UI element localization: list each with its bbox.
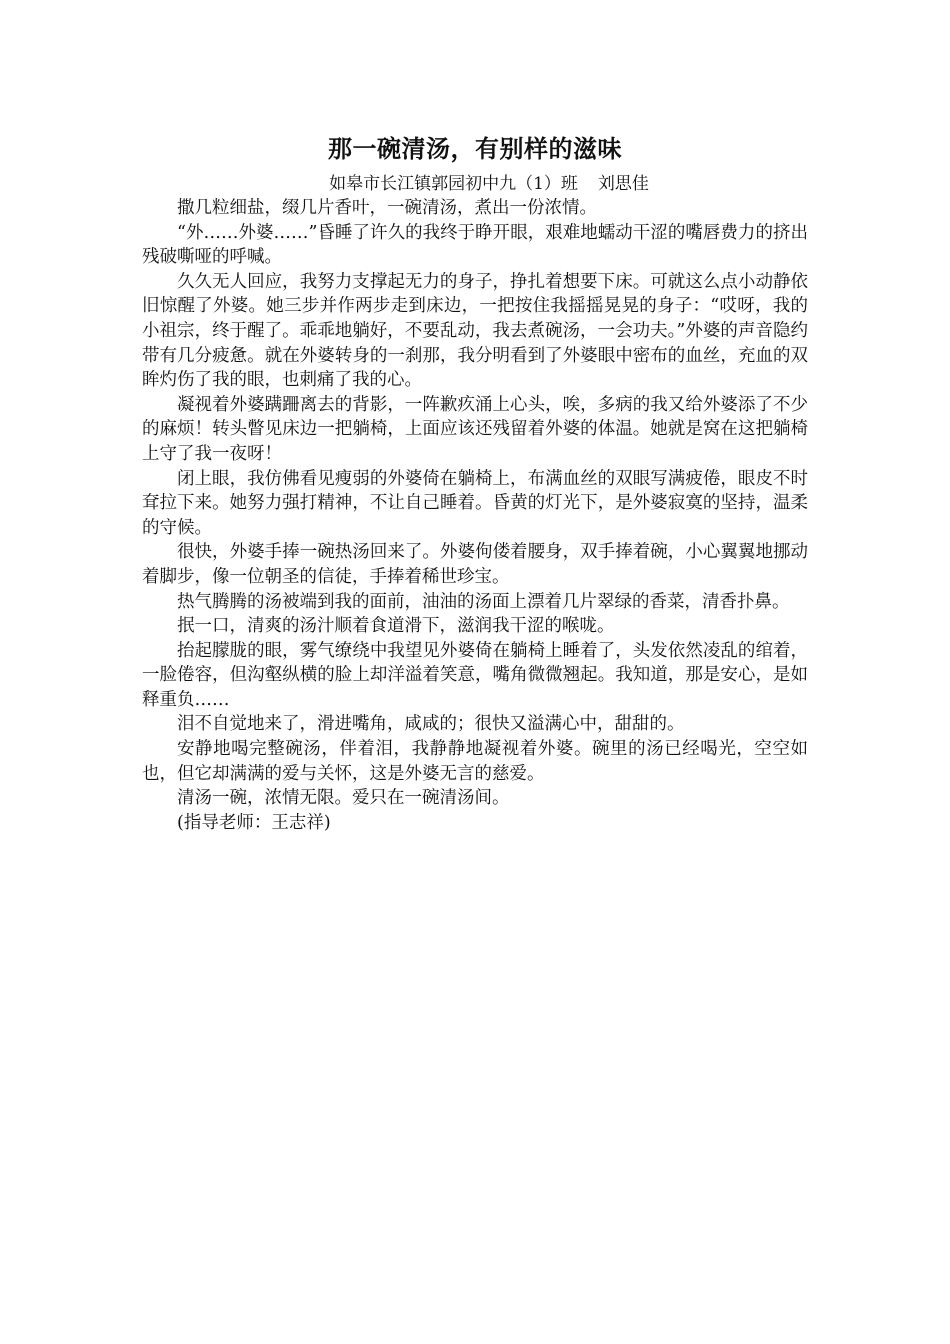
- article-byline: [142, 172, 808, 196]
- byline-school: 如皋市长江镇郭园初中九（1）班: [329, 174, 578, 194]
- paragraph-11: 安静地喝完整碗汤，伴着泪，我静静地凝视着外婆。碗里的汤已经喝光，空空如也，但它却满满的爱与关怀，这是外婆无言的慈爱。: [142, 739, 808, 784]
- paragraph-3: 久久无人回应，我努力支撑起无力的身子，挣扎着想要下床。可就这么点小动静依旧惊醒了外婆。她三步并作两步走到床边，一把按住我摇摇晃晃的身子：“哎呀，我的小祖宗，终于醒了。乖乖地躺好，不要乱动，我去煮碗汤，一会功夫。”外婆的声音隐约带有几分疲惫。就在外婆转身的一刹那，我分明看到了外婆眼中密布的血丝，充血的双眸灼伤了我的眼，也刺痛了我的心。: [142, 271, 808, 391]
- paragraph-5: 闭上眼，我仿佛看见瘦弱的外婆倚在躺椅上，布满血丝的双眼写满疲倦，眼皮不时耷拉下来。她努力强打精神，不让自己睡着。昏黄的灯光下，是外婆寂寞的坚持，温柔的守候。: [142, 468, 808, 538]
- paragraph-1: 撒几粒细盐，缀几片香叶，一碗清汤，煮出一份浓情。: [177, 198, 597, 218]
- paragraph-9: 抬起朦胧的眼，雾气缭绕中我望见外婆倚在躺椅上睡着了，头发依然凌乱的绾着，一脸倦容，但沟壑纵横的脸上却洋溢着笑意，嘴角微微翘起。我知道，那是安心，是如释重负……: [142, 640, 808, 710]
- paragraph-2: “外……外婆……”昏睡了许久的我终于睁开眼，艰难地蠕动干涩的嘴唇费力的挤出残破嘶哑的呼喊。: [142, 222, 808, 268]
- article: [142, 128, 808, 835]
- paragraph-10: 泪不自觉地来了，滑进嘴角，咸咸的；很快又溢满心中，甜甜的。: [177, 714, 685, 735]
- byline-author: 刘思佳: [597, 174, 649, 194]
- paragraph-12: 清汤一碗，浓情无限。爱只在一碗清汤间。: [177, 788, 510, 809]
- paragraph-8: 抿一口，清爽的汤汁顺着食道滑下，滋润我干涩的喉咙。: [177, 616, 615, 637]
- paragraph-7: 热气腾腾的汤被端到我的面前，油油的汤面上漂着几片翠绿的香菜，清香扑鼻。: [177, 591, 790, 612]
- paragraph-4: 凝视着外婆蹒跚离去的背影，一阵歉疚涌上心头，唉，多病的我又给外婆添了不少的麻烦！转头瞥见床边一把躺椅，上面应该还残留着外婆的体温。她就是窝在这把躺椅上守了我一夜呀！: [142, 394, 808, 464]
- teacher-note: (指导老师：王志祥): [177, 812, 331, 833]
- paragraph-6: 很快，外婆手捧一碗热汤回来了。外婆佝偻着腰身，双手捧着碗，小心翼翼地挪动着脚步，像一位朝圣的信徒，手捧着稀世珍宝。: [142, 542, 808, 587]
- article-title: 那一碗清汤，有别样的滋味: [328, 135, 622, 163]
